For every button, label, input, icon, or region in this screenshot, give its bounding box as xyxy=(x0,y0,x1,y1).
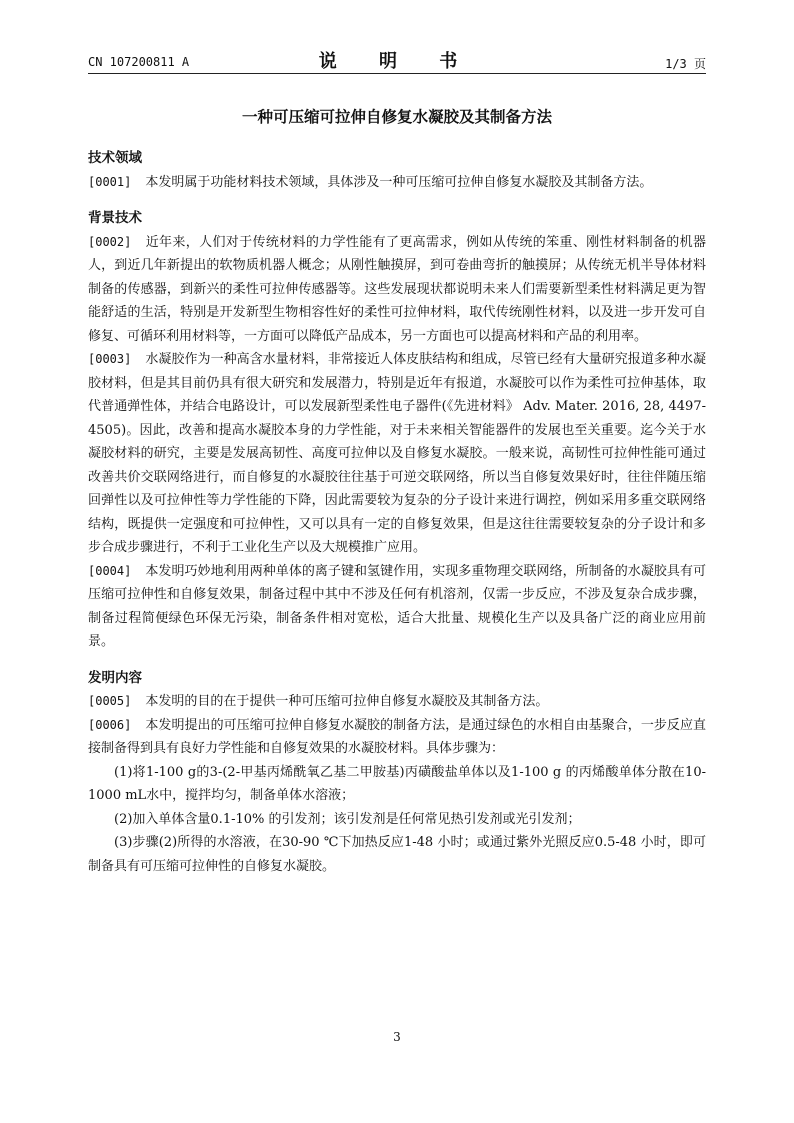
paragraph-text: 本发明属于功能材料技术领域，具体涉及一种可压缩可拉伸自修复水凝胶及其制备方法。 xyxy=(145,174,653,190)
section-heading: 技术领域 xyxy=(88,150,142,166)
header-divider xyxy=(88,73,706,74)
section-title: 说 明 书 xyxy=(318,51,476,72)
section-heading: 背景技术 xyxy=(88,210,142,226)
document-body xyxy=(88,147,706,891)
section-heading: 发明内容 xyxy=(88,669,142,686)
section-technical-field xyxy=(88,147,706,194)
paragraph-number: [0004] xyxy=(88,563,132,578)
paragraph-text: 水凝胶作为一种高含水量材料，非常接近人体皮肤结构和组成，尽管已经有大量研究报道多种水凝胶材料，但是其目前仍具有很大研究和发展潜力，特别是近年有报道，水凝胶可以作为柔性可拉伸基体，取代普通弹性体，并结合电路设计，可以发展新型柔性电子器件(《先进材料》 Adv. Mater. 2016, 28, 4497-4505)。因此，改善和提高水凝胶本身的力学性能，对于未来相关智能器件的发展也至关重要。迄今关于水凝胶材料的研究，主要是发展高韧性、高度可拉伸以及自修复水凝胶。一般来说，高韧性可拉伸性能可通过改善共价交联网络进行，而自修复的水凝胶往往基于可逆交联网络，所以当自修复效果好时，往往伴随压缩回弹性以及可拉伸性等力学性能的下降，因此需要较为复杂的分子设计来进行调控，例如采用多重交联网络结构，既提供一定强度和可拉伸性，又可以具有一定的自修复效果，但是这往往需要较复杂的分子设计和多步合成步骤进行，不利于工业化生产以及大规模推广应用。 xyxy=(88,352,706,555)
page-header xyxy=(0,0,794,80)
document-title: 一种可压缩可拉伸自修复水凝胶及其制备方法 xyxy=(241,108,552,126)
paragraph-number: [0002] xyxy=(88,234,132,249)
paragraph xyxy=(88,231,706,349)
paragraph-number: [0003] xyxy=(88,352,132,366)
section-summary xyxy=(88,667,706,879)
paragraph-text: 本发明的目的在于提供一种可压缩可拉伸自修复水凝胶及其制备方法。 xyxy=(145,694,549,709)
section-background xyxy=(88,207,706,654)
paragraph-text: 近年来，人们对于传统材料的力学性能有了更高需求，例如从传统的笨重、刚性材料制备的机器人，到近几年新提出的软物质机器人概念；从刚性触摸屏，到可卷曲弯折的触摸屏；从传统无机半导体材料制备的传感器，到新兴的柔性可拉伸传感器等。这些发展现状都说明未来人们需要新型柔性材料满足更为智能舒适的生活，特别是开发新型生物相容性好的柔性可拉伸材料，取代传统刚性材料，以及进一步开发可自修复、可循环利用材料等，一方面可以降低产品成本，另一方面也可以提高材料和产品的利用率。 xyxy=(88,234,706,344)
page-info: 1/3 页 xyxy=(665,57,706,71)
procedure-step: (3)步骤(2)所得的水溶液，在30-90 ℃下加热反应1-48 小时；或通过紫外光照反应0.5-48 小时，即可制备具有可压缩可拉伸性的自修复水凝胶。 xyxy=(88,835,706,874)
paragraph xyxy=(88,348,706,560)
page-number: 3 xyxy=(393,1030,401,1044)
patent-number: CN 107200811 A xyxy=(88,55,190,69)
paragraph xyxy=(88,690,706,714)
paragraph-text: 本发明提出的可压缩可拉伸自修复水凝胶的制备方法，是通过绿色的水相自由基聚合，一步反应直接制备得到具有良好力学性能和自修复效果的水凝胶材料。具体步骤为： xyxy=(88,717,706,756)
paragraph-text: 本发明巧妙地利用两种单体的离子键和氢键作用，实现多重物理交联网络，所制备的水凝胶具有可压缩可拉伸性和自修复效果，制备过程中其中不涉及任何有机溶剂，仅需一步反应，不涉及复杂合成步骤，制备过程简便绿色环保无污染，制备条件相对宽松，适合大批量、规模化生产以及具备广泛的商业应用前景。 xyxy=(88,563,706,649)
paragraph xyxy=(88,560,706,654)
paragraph xyxy=(88,714,706,761)
paragraph xyxy=(88,171,706,195)
paragraph-number: [0006] xyxy=(88,717,132,732)
paragraph-number: [0005] xyxy=(88,694,132,708)
procedure-step: (1)将1-100 g的3-(2-甲基丙烯酰氧乙基二甲胺基)丙磺酸盐单体以及1-100 g 的丙烯酸单体分散在10-1000 mL水中，搅拌均匀，制备单体水溶液； xyxy=(88,764,706,803)
procedure-step: (2)加入单体含量0.1-10% 的引发剂；该引发剂是任何常见热引发剂或光引发剂； xyxy=(114,811,581,827)
paragraph-number: [0001] xyxy=(88,174,132,189)
